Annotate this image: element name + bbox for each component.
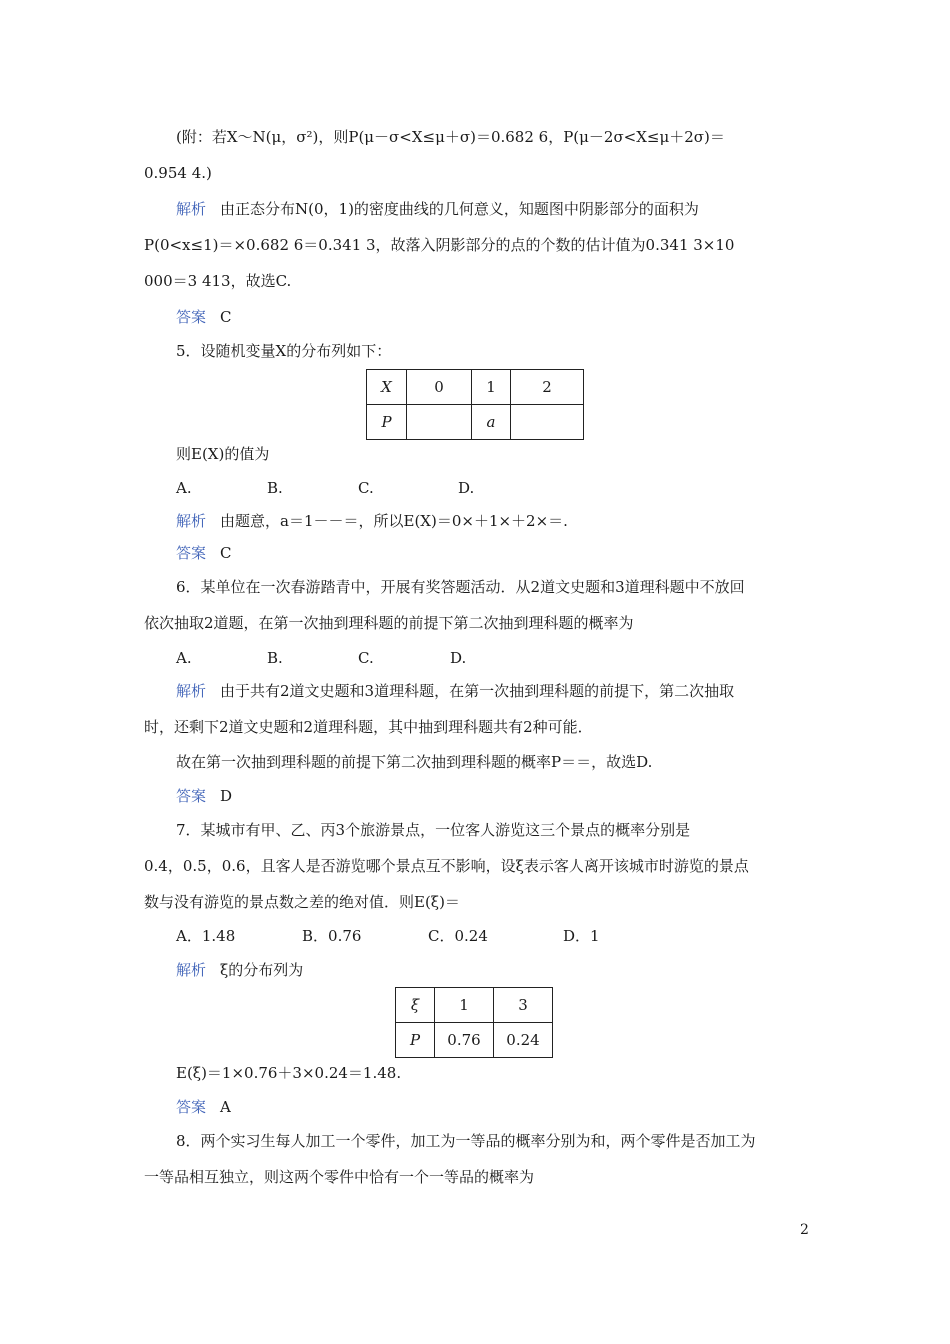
table-cell xyxy=(511,405,584,440)
table-cell xyxy=(407,405,472,440)
q6-options xyxy=(176,647,846,669)
table-cell: X xyxy=(381,378,392,396)
q4-note-line2: 0.954 4.) xyxy=(144,164,212,182)
q8-stem-line2: 一等品相互独立，则这两个零件中恰有一个一等品的概率为 xyxy=(144,1168,535,1186)
q4-answer-value: C xyxy=(220,308,232,326)
q5-solution xyxy=(176,510,846,532)
q7-stem-line1: 7．某城市有甲、乙、丙3个旅游景点，一位客人游览这三个景点的概率分别是 xyxy=(176,821,691,839)
table-cell: P xyxy=(381,413,392,431)
table-cell: 0 xyxy=(407,370,472,405)
q5-stem: 5．设随机变量X的分布列如下： xyxy=(176,342,392,360)
q4-solution-line2: P(0<x≤1)＝×0.682 6＝0.341 3，故落入阴影部分的点的个数的估计值为0.341 3×10 xyxy=(144,236,735,254)
solution-label: 解析 xyxy=(176,682,207,700)
option-b: B. xyxy=(267,479,283,497)
q6-solution-line3: 故在第一次抽到理科题的前提下第二次抽到理科题的概率P＝＝，故选D. xyxy=(176,753,653,771)
table-cell: 3 xyxy=(494,988,553,1023)
option-a: A. xyxy=(176,479,192,497)
q7-stem-line3: 数与没有游览的景点数之差的绝对值．则E(ξ)＝ xyxy=(144,893,460,911)
q5-ask: 则E(X)的值为 xyxy=(176,445,270,463)
solution-label: 解析 xyxy=(176,961,207,979)
q7-solution-text: ξ的分布列为 xyxy=(220,961,304,979)
option-a: A. xyxy=(176,649,192,667)
q4-solution-text: 由正态分布N(0，1)的密度曲线的几何意义，知题图中阴影部分的面积为 xyxy=(220,200,699,218)
table-cell: 0.24 xyxy=(494,1023,553,1058)
q6-solution-text: 由于共有2道文史题和3道理科题，在第一次抽到理科题的前提下，第二次抽取 xyxy=(220,682,735,700)
q4-solution-line3: 000＝3 413，故选C. xyxy=(144,272,292,290)
q7-solution xyxy=(176,959,846,981)
option-a: A．1.48 xyxy=(176,927,236,945)
option-d: D．1 xyxy=(563,927,600,945)
table-cell: P xyxy=(409,1031,421,1049)
q5-answer xyxy=(176,542,846,564)
q4-answer xyxy=(176,306,846,328)
q6-stem-line2: 依次抽取2道题，在第一次抽到理科题的前提下第二次抽到理科题的概率为 xyxy=(144,614,634,632)
answer-label: 答案 xyxy=(176,787,207,805)
option-b: B. xyxy=(267,649,283,667)
option-c: C．0.24 xyxy=(428,927,488,945)
q5-answer-value: C xyxy=(220,544,232,562)
q5-options xyxy=(176,477,846,499)
q7-stem-line2: 0.4，0.5，0.6，且客人是否游览哪个景点互不影响，设ξ表示客人离开该城市时游览的景点 xyxy=(144,857,749,875)
table-cell: 1 xyxy=(472,370,511,405)
q7-answer xyxy=(176,1096,846,1118)
q4-note-line1: (附：若X～N(μ，σ²)，则P(μ－σ<X≤μ＋σ)＝0.682 6，P(μ－2σ<X≤μ＋2σ)＝ xyxy=(176,128,725,146)
q5-solution-text: 由题意，a＝1－－＝，所以E(X)＝0×＋1×＋2×＝. xyxy=(220,512,568,530)
option-c: C. xyxy=(358,649,374,667)
answer-label: 答案 xyxy=(176,1098,207,1116)
table-cell: 2 xyxy=(511,370,584,405)
table-cell: ξ xyxy=(410,996,420,1014)
q7-options xyxy=(176,925,846,947)
q6-solution-line2: 时，还剩下2道文史题和2道理科题，其中抽到理科题共有2种可能． xyxy=(144,718,593,736)
q5-distribution-table xyxy=(366,369,584,440)
q8-stem-line1: 8．两个实习生每人加工一个零件，加工为一等品的概率分别为和，两个零件是否加工为 xyxy=(176,1132,756,1150)
option-b: B．0.76 xyxy=(302,927,362,945)
q6-answer-value: D xyxy=(220,787,233,805)
q6-stem-line1: 6．某单位在一次春游踏青中，开展有奖答题活动．从2道文史题和3道理科题中不放回 xyxy=(176,578,745,596)
q6-answer xyxy=(176,785,846,807)
page-number: 2 xyxy=(800,1222,809,1238)
q7-distribution-table xyxy=(395,987,553,1058)
answer-label: 答案 xyxy=(176,308,207,326)
answer-label: 答案 xyxy=(176,544,207,562)
q6-solution-line1 xyxy=(176,680,846,702)
solution-label: 解析 xyxy=(176,200,207,218)
solution-label: 解析 xyxy=(176,512,207,530)
q7-expectation: E(ξ)＝1×0.76＋3×0.24＝1.48. xyxy=(176,1064,402,1082)
q7-answer-value: A xyxy=(220,1098,231,1116)
option-d: D. xyxy=(450,649,467,667)
option-c: C. xyxy=(358,479,374,497)
table-cell: 0.76 xyxy=(435,1023,494,1058)
table-cell: 1 xyxy=(435,988,494,1023)
option-d: D. xyxy=(458,479,475,497)
q4-solution-line1 xyxy=(176,198,846,220)
table-cell: a xyxy=(486,413,496,431)
